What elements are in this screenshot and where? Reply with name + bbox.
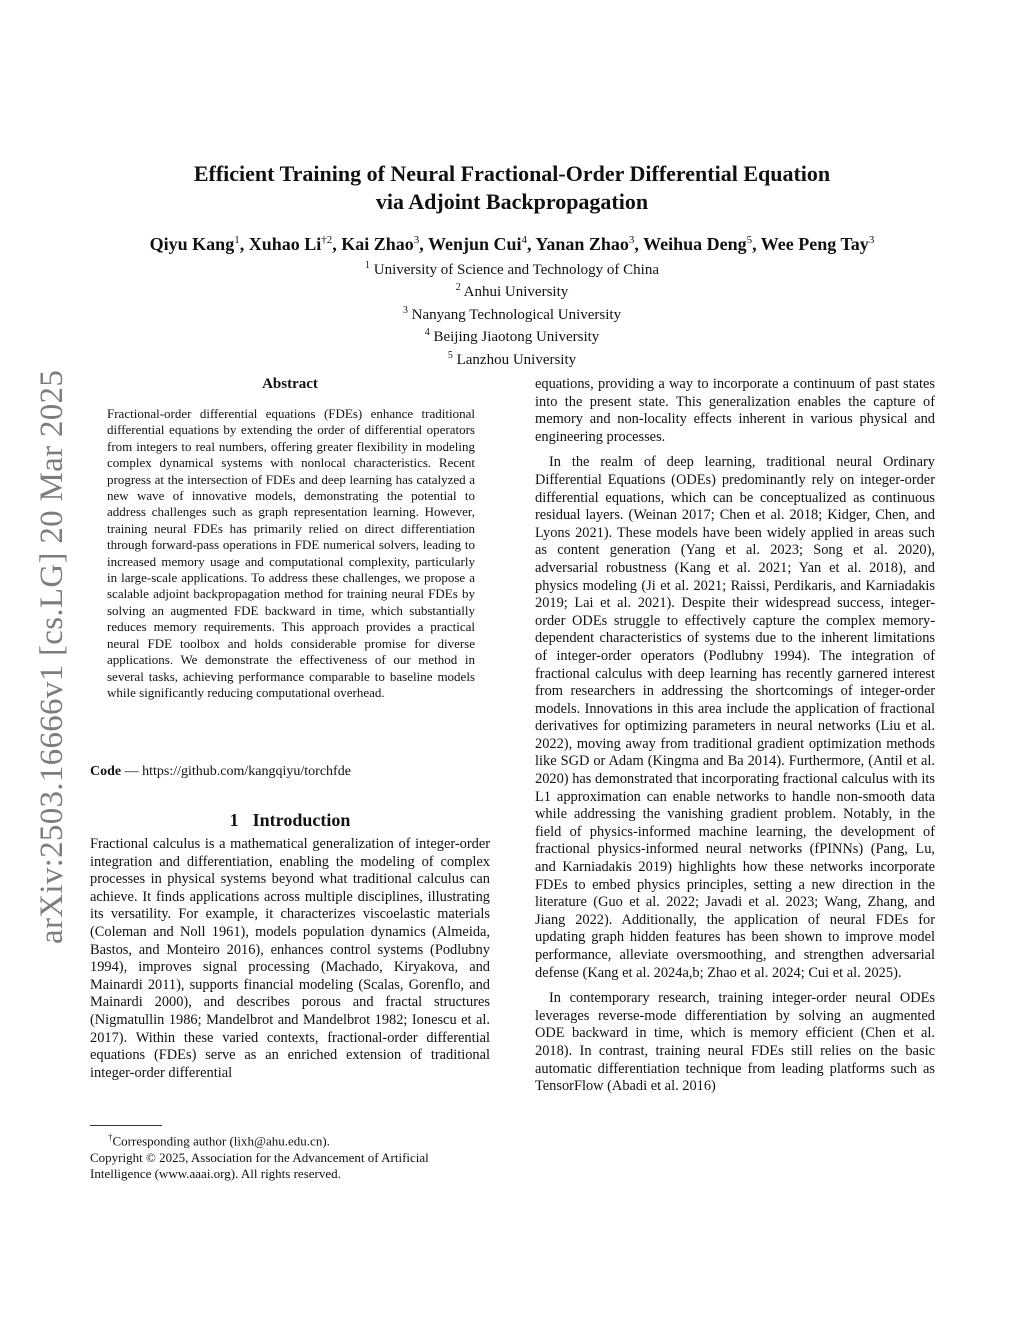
body-paragraph: equations, providing a way to incorporate a continuum of past states into the present state. This generalization enables the capture of memory and non-locality effects inherent in various physical and engineering processes. — [535, 376, 935, 445]
code-link-line — [90, 764, 351, 780]
author: Weihua Deng$^5$, — [643, 234, 761, 254]
abstract-text: Fractional-order differential equations (FDEs) enhance traditional differential equations by extending the order of differential operators from integers to real numbers, offering greater flexibility in modeling complex dynamical systems with nonlocal characteristics. Recent progress at the intersection of FDEs and deep learning has catalyzed a new wave of innovative models, demonstrating the potential to address challenges such as graph representation learning. However, training neural FDEs has primarily relied on direct differentiation through forward-pass operations in FDE numerical solvers, leading to increased memory usage and computational complexity, particularly in large-scale applications. To address these challenges, we propose a scalable adjoint backpropagation method for training neural FDEs by solving an augmented FDE backward in time, which substantially reduces memory requirements. This approach provides a practical neural FDE toolbox and holds considerable promise for diverse applications. We demonstrate the effectiveness of our method in several tasks, achieving performance comparable to baseline models while significantly reducing computational overhead. — [107, 406, 475, 700]
affiliation: $^3$ Nanyang Technological University — [402, 304, 622, 323]
body-paragraph: In contemporary research, training integer-order neural ODEs leverages reverse-mode differentiation by solving an augmented ODE backward in time, which is memory efficient (Chen et al. 2018). In contrast, training neural FDEs still relies on the basic automatic differentiation technique from leading platforms such as TensorFlow (Abadi et al. 2016) — [535, 990, 935, 1095]
affiliation: $^1$ University of Science and Technology of China — [364, 260, 660, 278]
right-column — [535, 376, 935, 1096]
author: Yanan Zhao$^3$, — [535, 234, 644, 254]
copyright-note: Copyright © 2025, Association for the Advancement of Artificial Intelligence (www.aaai.org). All rights reserved. — [90, 1149, 429, 1182]
introduction-paragraph: Fractional calculus is a mathematical generalization of integer-order integration and differentiation, enabling the modeling of complex processes in physical systems beyond what traditional calculus can achieve. It finds applications across multiple disciplines, illustrating its versatility. For example, it characterizes viscoelastic materials (Coleman and Noll 1961), models population dynamics (Almeida, Bastos, and Monteiro 2016), enhances control systems (Podlubny 1994), improves signal processing (Machado, Kiryakova, and Mainardi 2011), supports financial modeling (Scalas, Gorenflo, and Mainardi 2000), and describes porous and fractal structures (Nigmatullin 1986; Mandelbrot and Mandelbrot 1982; Ionescu et al. 2017). Within these varied contexts, fractional-order differential equations (FDEs) serve as an enriched extension of traditional integer-order differential — [90, 836, 490, 1081]
author: Wee Peng Tay$^3$ — [760, 234, 875, 254]
corresponding-author-note: †Corresponding author (lixh@ahu.edu.cn). — [108, 1132, 330, 1149]
arxiv-identifier: arXiv:2503.16666v1 [cs.LG] 20 Mar 2025 — [34, 369, 70, 944]
footnote — [90, 1129, 490, 1183]
affiliation-list — [0, 257, 1024, 369]
footnote-rule — [90, 1125, 162, 1126]
affiliation: $^2$ Anhui University — [455, 282, 569, 301]
author-list — [0, 228, 1024, 256]
section-heading — [90, 810, 490, 831]
author: Qiyu Kang$^1$, — [149, 234, 249, 254]
body-paragraph: In the realm of deep learning, traditional neural Ordinary Differential Equations (ODEs) predominantly rely on integer-order differential equations, which can be conceptualized as continuous residual layers. (Weinan 2017; Chen et al. 2018; Kidger, Chen, and Lyons 2021). These models have been widely applied in areas such as content generation (Yang et al. 2023; Song et al. 2020), adversarial robustness (Kang et al. 2021; Yan et al. 2018), and physics modeling (Ji et al. 2021; Raissi, Perdikaris, and Karniadakis 2019; Lai et al. 2021). Despite their widespread success, integer-order ODEs struggle to effectively capture the complex memory-dependent characteristics of systems due to the inherent limitations of integer-order operators (Podlubny 1994). The integration of fractional calculus with deep learning has recently garnered interest from researchers in addressing the shortcomings of integer-order models. Innovations in this area include the application of fractional derivatives for optimizing parameters in neural networks (Liu et al. 2022), moving away from traditional gradient optimization methods like SGD or Adam (Kingma and Ba 2014). Furthermore, (Antil et al. 2020) has demonstrated that incorporating fractional calculus with its L1 approximation can enable networks to handle non-smooth data while addressing the vanishing gradient problem. Notably, in the field of physics-informed machine learning, the development of fractional physics-informed neural networks (fPINNs) (Pang, Lu, and Karniadakis 2019) highlights how these networks incorporate FDEs to embed physics principles, setting a new direction in the literature (Guo et al. 2022; Javadi et al. 2023; Wang, Zhang, and Jiang 2022). Additionally, the application of neural FDEs for updating graph hidden features has been shown to improve model performance, alleviate oversmoothing, and strengthen adversarial defense (Kang et al. 2024a,b; Zhao et al. 2024; Cui et al. 2025). — [535, 454, 935, 981]
code-separator: — — [121, 764, 143, 779]
title-line-1: Efficient Training of Neural Fractional-Order Differential Equation — [193, 161, 831, 186]
title-line-2: via Adjoint Backpropagation — [375, 189, 649, 214]
affiliation: $^5$ Lanzhou University — [447, 349, 577, 368]
code-label: Code — [90, 764, 122, 779]
paper-title — [0, 160, 1024, 216]
author: Wenjun Cui$^4$, — [427, 234, 536, 254]
code-url[interactable]: https://github.com/kangqiyu/torchfde — [142, 764, 351, 779]
abstract-heading: Abstract — [262, 376, 318, 392]
affiliation: $^4$ Beijing Jiaotong University — [424, 327, 600, 346]
author: Kai Zhao$^3$, — [341, 234, 428, 254]
section-title: Introduction — [252, 810, 351, 830]
author: Xuhao Li$^{\dagger 2}$, — [248, 234, 342, 254]
section-number: 1 — [229, 810, 239, 830]
